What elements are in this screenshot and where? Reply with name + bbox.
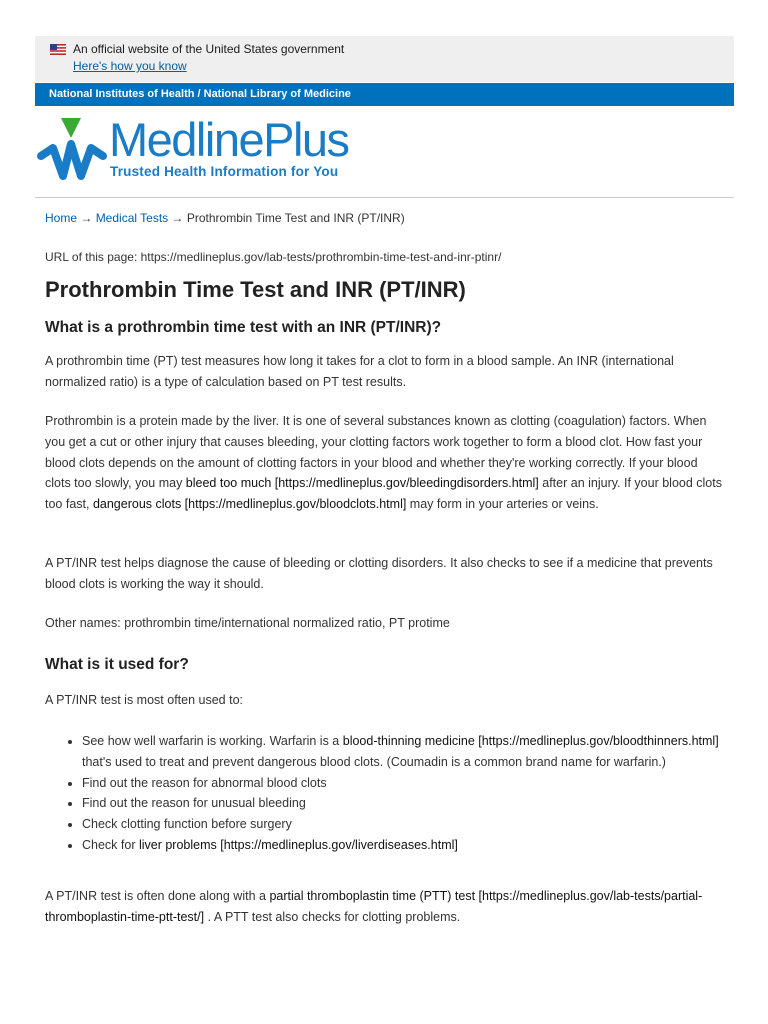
list-item [82, 835, 732, 856]
text-run: See how well warfarin is working. Warfarin is a [82, 734, 343, 748]
page-title: Prothrombin Time Test and INR (PT/INR) [45, 277, 466, 302]
logo-name: MedlinePlus [109, 113, 349, 166]
paragraph-pt-definition: A prothrombin time (PT) test measures how long it takes for a clot to form in a blood sample. An INR (international normalized ratio) is a type of calculation based on PT test results. [45, 354, 674, 389]
medlineplus-logo[interactable] [37, 114, 357, 190]
liver-problems-link[interactable]: liver problems [https://medlineplus.gov/liverdiseases.html] [138, 837, 458, 852]
breadcrumb-current: Prothrombin Time Test and INR (PT/INR) [186, 211, 405, 225]
breadcrumb-medical-tests[interactable]: Medical Tests [95, 211, 169, 225]
text-run: Check for [82, 837, 139, 852]
nih-bar [35, 83, 734, 106]
text-run: may form in your arteries or veins. [406, 497, 599, 512]
paragraph-diagnose: A PT/INR test helps diagnose the cause of bleeding or clotting disorders. It also checks to see if a medicine that prevents blood clots is working the way it should. [45, 556, 713, 591]
text-run: . A PTT test also checks for clotting problems. [204, 909, 461, 924]
gov-banner [35, 36, 734, 82]
list-item: • Find out the reason for unusual bleeding [82, 793, 732, 814]
paragraph-used-intro: A PT/INR test is most often used to: [45, 693, 243, 707]
section-heading-used-for: What is it used for? [45, 656, 189, 673]
list-item: • Check clotting function before surgery [82, 814, 732, 835]
paragraph-other-names: Other names: prothrombin time/international normalized ratio, PT protime [45, 616, 450, 630]
list-item [82, 731, 732, 773]
how-you-know-link[interactable]: Here's how you know [73, 59, 187, 73]
header-divider [35, 197, 734, 198]
breadcrumb-home[interactable]: Home [45, 211, 78, 225]
ptt-test-link[interactable]: partial thromboplastin time (PTT) test [https://medlineplus.gov/lab-tests/partial-thromboplastin-time-ptt-test/] [45, 889, 703, 924]
breadcrumb [45, 211, 405, 225]
page-url: URL of this page: https://medlineplus.gov/lab-tests/prothrombin-time-test-and-inr-ptinr/ [45, 250, 502, 264]
blood-thinning-medicine-link[interactable]: blood-thinning medicine [https://medlineplus.gov/bloodthinners.html] [342, 734, 719, 748]
uses-list [50, 731, 732, 856]
breadcrumb-separator: → [77, 211, 96, 225]
list-item: • Find out the reason for abnormal blood clots [82, 773, 732, 794]
paragraph-ptt [45, 886, 725, 928]
text-run: Prothrombin is a protein made by the liver. It is one of several substances known as clotting (coagulation) factors. When you get a cut or other injury that causes bleeding, your clotting factors work together to form a blood clot. How fast your blood clots depends on the amount of clotting factors in your blood and whether they're working correctly. If your blood clots too slowly, you may [45, 414, 707, 491]
gov-banner-text: An official website of the United States government [73, 42, 345, 56]
bleed-too-much-link[interactable]: bleed too much [https://medlineplus.gov/bleedingdisorders.html] [185, 476, 539, 491]
text-run: A PT/INR test is often done along with a [45, 889, 270, 903]
us-flag-icon [50, 44, 66, 55]
text-run: after an injury. If your blood clots too fast, [45, 476, 722, 512]
logo-tagline: Trusted Health Information for You [110, 164, 339, 179]
breadcrumb-separator: → [168, 211, 187, 225]
medlineplus-logo-icon [37, 114, 107, 190]
dangerous-clots-link[interactable]: dangerous clots [https://medlineplus.gov/bloodclots.html] [92, 497, 407, 512]
section-heading-what-is: What is a prothrombin time test with an INR (PT/INR)? [45, 319, 442, 336]
paragraph-prothrombin [45, 411, 725, 515]
text-run: that's used to treat and prevent dangerous blood clots. (Coumadin is a common brand name for warfarin.) [82, 754, 666, 769]
nih-nlm-link[interactable]: National Institutes of Health / National Library of Medicine [49, 88, 351, 100]
